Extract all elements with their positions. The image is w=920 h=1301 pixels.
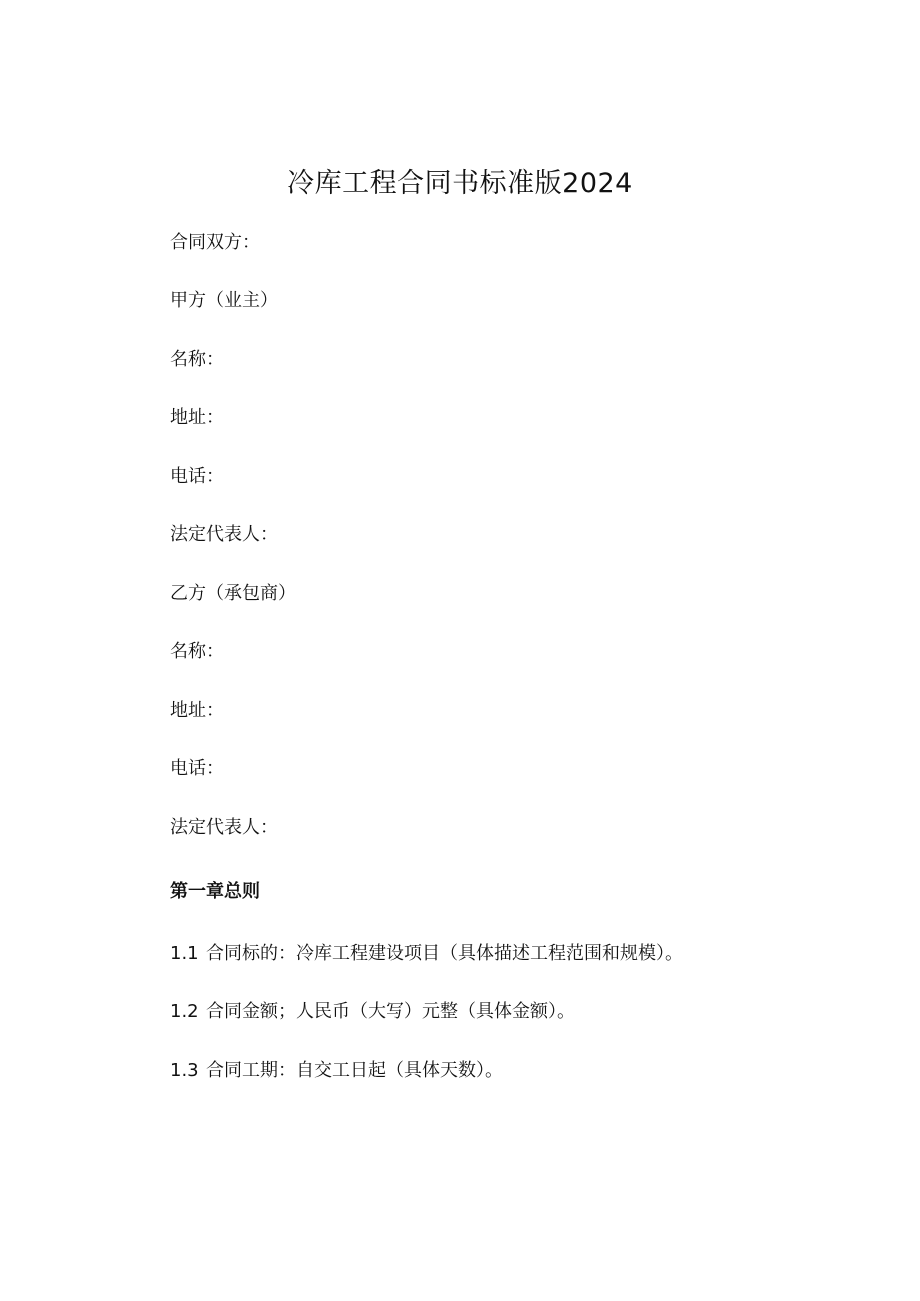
party-b-address-label: 地址：	[170, 700, 224, 721]
party-a-name-label: 名称：	[170, 349, 224, 370]
party-a-address-label: 地址：	[170, 407, 224, 428]
document-title: 冷库工程合同书标准版2024	[287, 168, 633, 199]
parties-label: 合同双方：	[170, 232, 260, 253]
clause-text: 合同工期：自交工日起（具体天数）。	[206, 1060, 503, 1081]
chapter-1-heading: 第一章总则	[170, 881, 260, 902]
clause-1-3	[170, 1057, 503, 1085]
clause-text: 合同标的：冷库工程建设项目（具体描述工程范围和规模）。	[206, 943, 683, 964]
party-a-phone-label: 电话：	[170, 466, 224, 487]
clause-number: 1.3	[170, 1060, 199, 1081]
clause-number: 1.2	[170, 1001, 199, 1022]
party-b-phone-label: 电话：	[170, 758, 224, 779]
party-b-name-label: 名称：	[170, 641, 224, 662]
party-a-heading: 甲方（业主）	[170, 290, 278, 311]
party-b-heading: 乙方（承包商）	[170, 583, 296, 604]
party-b-legal-rep-label: 法定代表人：	[170, 817, 278, 838]
clause-1-1	[170, 940, 683, 968]
party-a-legal-rep-label: 法定代表人：	[170, 524, 278, 545]
clause-text: 合同金额；人民币（大写）元整（具体金额）。	[206, 1001, 575, 1022]
clause-1-2	[170, 998, 575, 1026]
clause-number: 1.1	[170, 943, 199, 964]
